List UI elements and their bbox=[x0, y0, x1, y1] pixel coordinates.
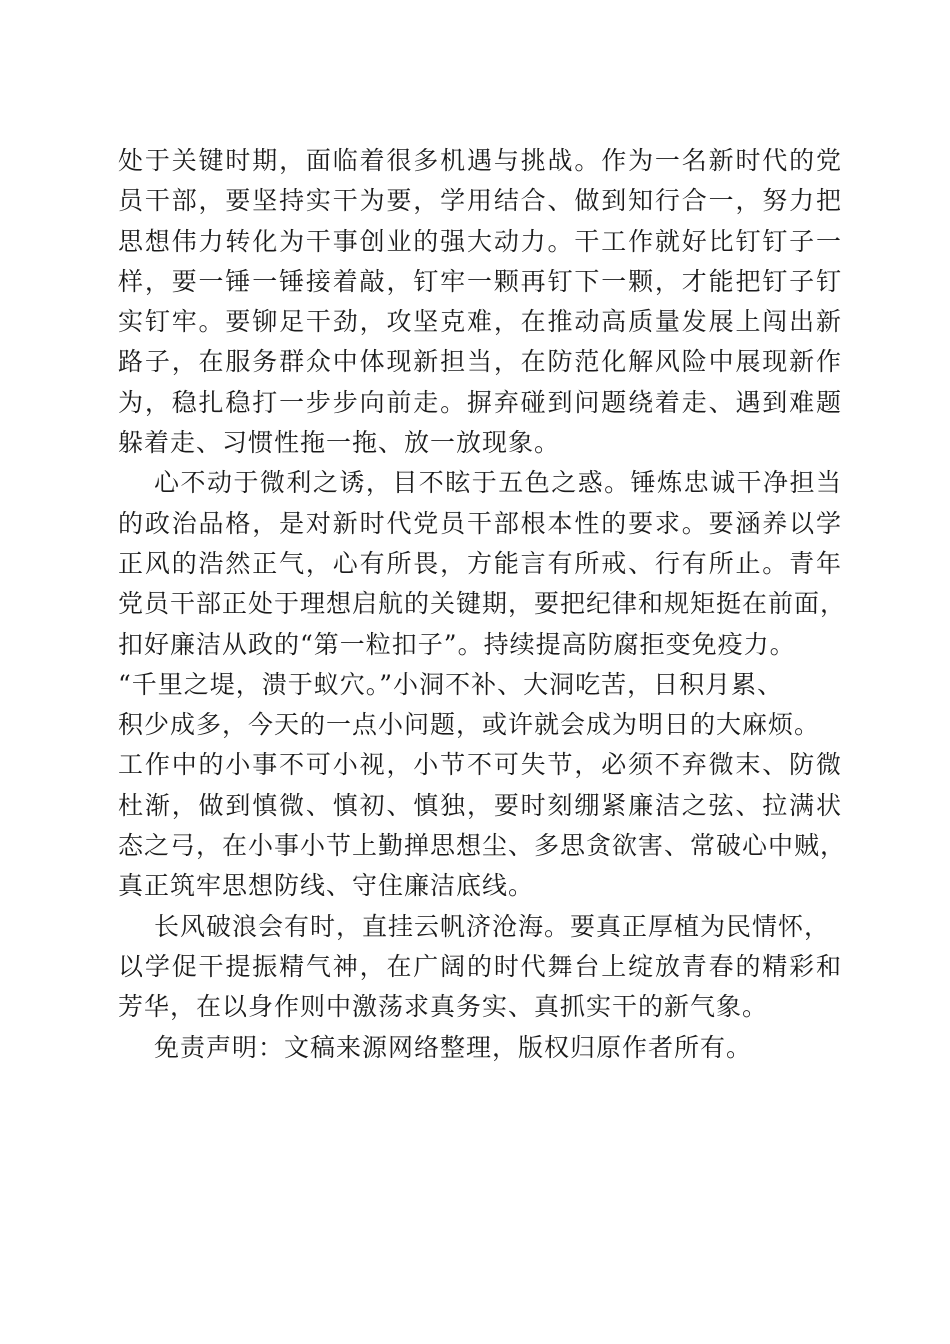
document-body bbox=[118, 141, 847, 1068]
text-line: 杜渐，做到慎微、慎初、慎独，要时刻绷紧廉洁之弦、拉满状 bbox=[118, 790, 842, 820]
text-line: 真正筑牢思想防线、守住廉洁底线。 bbox=[118, 871, 535, 901]
text-line: “千里之堤，溃于蚁穴。”小洞不补、大洞吃苦，日积月累、 bbox=[118, 669, 784, 699]
text-line: 员干部，要坚持实干为要，学用结合、做到知行合一，努力把 bbox=[118, 186, 842, 216]
text-line: 态之弓，在小事小节上勤掸思想尘、多思贪欲害、常破心中贼， bbox=[118, 831, 847, 861]
text-line: 党员干部正处于理想启航的关键期，要把纪律和规矩挺在前面， bbox=[118, 589, 847, 619]
text-line: 正风的浩然正气，心有所畏，方能言有所戒、行有所止。青年 bbox=[118, 548, 842, 578]
disclaimer-text: 免责声明：文稿来源网络整理，版权归原作者所有。 bbox=[154, 1032, 753, 1062]
text-line: 长风破浪会有时，直挂云帆济沧海。要真正厚植为民情怀， bbox=[154, 911, 831, 941]
text-line: 实钉牢。要铆足干劲，攻坚克难，在推动高质量发展上闯出新 bbox=[118, 307, 842, 337]
text-line: 样，要一锤一锤接着敲，钉牢一颗再钉下一颗，才能把钉子钉 bbox=[118, 266, 842, 296]
paragraph-2 bbox=[118, 463, 847, 906]
text-line: 芳华，在以身作则中激荡求真务实、真抓实干的新气象。 bbox=[118, 992, 769, 1022]
text-line: 为，稳扎稳打一步步向前走。摒弃碰到问题绕着走、遇到难题 bbox=[118, 387, 842, 417]
paragraph-3 bbox=[118, 907, 842, 1028]
text-line: 扣好廉洁从政的“第一粒扣子”。持续提高防腐拒变免疫力。 bbox=[118, 629, 796, 659]
text-line: 以学促干提振精气神，在广阔的时代舞台上绽放青春的精彩和 bbox=[118, 951, 842, 981]
text-line: 躲着走、习惯性拖一拖、放一放现象。 bbox=[118, 428, 561, 458]
text-line: 工作中的小事不可小视，小节不可失节，必须不弃微末、防微 bbox=[118, 750, 842, 780]
paragraph-1 bbox=[118, 141, 842, 463]
disclaimer bbox=[118, 1028, 842, 1068]
text-line: 积少成多，今天的一点小问题，或许就会成为明日的大麻烦。 bbox=[118, 710, 821, 740]
text-line: 处于关键时期，面临着很多机遇与挑战。作为一名新时代的党 bbox=[118, 146, 842, 175]
text-line: 的政治品格，是对新时代党员干部根本性的要求。要涵养以学 bbox=[118, 508, 842, 538]
text-line: 心不动于微利之诱，目不眩于五色之惑。锤炼忠诚干净担当 bbox=[154, 468, 842, 498]
text-line: 思想伟力转化为干事创业的强大动力。干工作就好比钉钉子一 bbox=[118, 226, 842, 256]
text-line: 路子，在服务群众中体现新担当，在防范化解风险中展现新作 bbox=[118, 347, 842, 377]
